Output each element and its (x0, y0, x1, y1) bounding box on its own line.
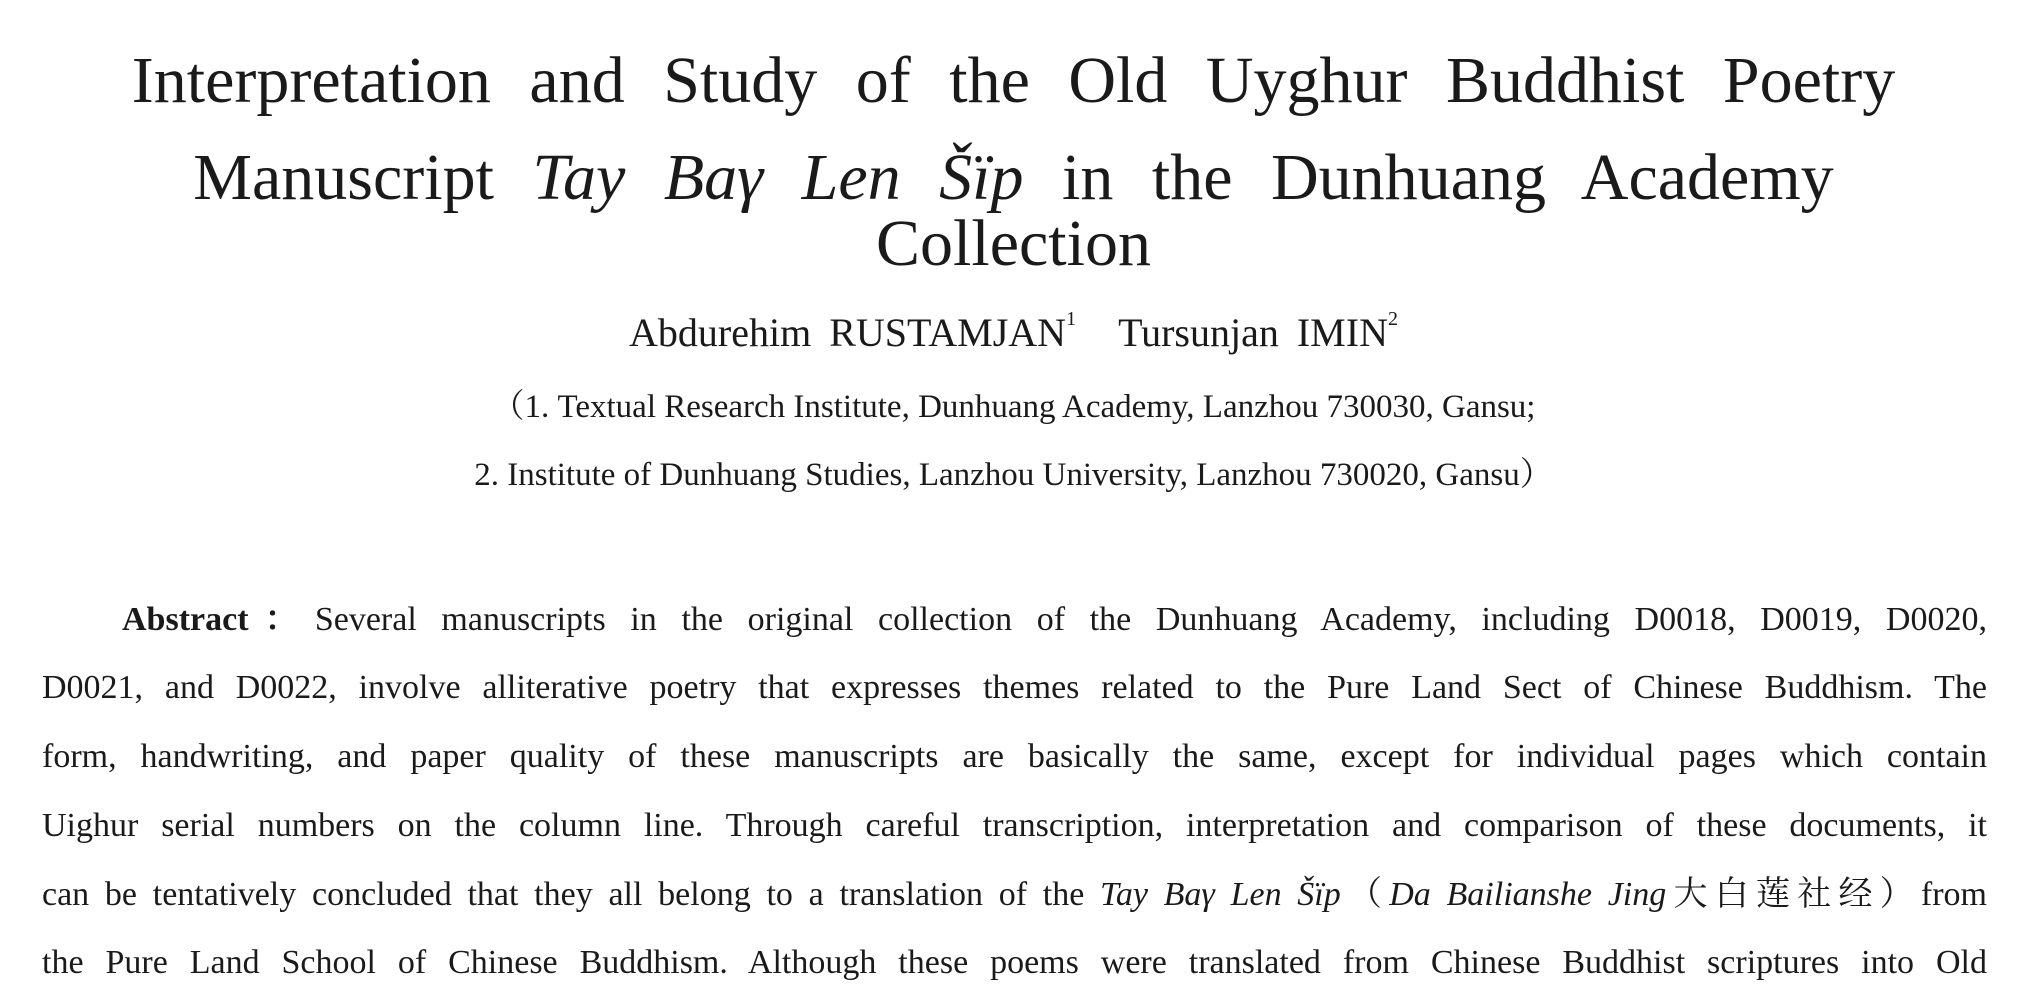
paper-title-line-1: Interpretation and Study of the Old Uyghur Buddhist Poetry (131, 44, 1896, 117)
abstract-text: can be tentatively concluded that they all belong to a translation of the (42, 876, 1101, 913)
abstract-label: Abstract： (122, 601, 315, 638)
author-list (0, 308, 2027, 355)
abstract-text: （ (1340, 876, 1390, 913)
manuscript-name-italic: Tay Baγ Len Šïp (1100, 876, 1341, 913)
abstract-line (42, 603, 1987, 637)
affiliation-line-2: 2. Institute of Dunhuang Studies, Lanzhou University, Lanzhou 730020, Gansu） (474, 457, 1553, 493)
affiliation-line-1: （1. Textual Research Institute, Dunhuang Academy, Lanzhou 730030, Gansu; (491, 389, 1536, 425)
abstract-line (42, 878, 1987, 912)
author-name: Abdurehim RUSTAMJAN (629, 310, 1067, 355)
abstract-line: form, handwriting, and paper quality of these manuscripts are basically the same, except for individual pages which contain (42, 738, 1987, 775)
abstract-text: 大白莲社经）from (1666, 876, 1988, 913)
title-line-2-suffix: in the Dunhuang Academy Collection (876, 141, 1834, 280)
abstract-line: the Pure Land School of Chinese Buddhism. Although these poems were translated from Chinese Buddhist scriptures into Old (42, 944, 1987, 981)
abstract-line: Uighur serial numbers on the column line. Through careful transcription, interpretation and comparison of these documents, it (42, 807, 1987, 844)
abstract-text: Several manuscripts in the original collection of the Dunhuang Academy, including D0018, D0019, D0020, (314, 601, 1987, 638)
chinese-title-romanized: Da Bailianshe Jing (1389, 876, 1667, 913)
paper-title-line-2 (40, 141, 1987, 280)
author-affiliation-mark: 2 (1387, 308, 1398, 330)
author-name: Tursunjan IMIN (1118, 310, 1388, 355)
title-line-2-manuscript-name: Tay Baγ Len Šïp (532, 141, 1024, 214)
author-affiliation-mark: 1 (1066, 308, 1077, 330)
abstract-line: D0021, and D0022, involve alliterative poetry that expresses themes related to the Pure Land Sect of Chinese Buddhism. The (42, 669, 1987, 706)
title-line-2-prefix: Manuscript (193, 141, 533, 214)
